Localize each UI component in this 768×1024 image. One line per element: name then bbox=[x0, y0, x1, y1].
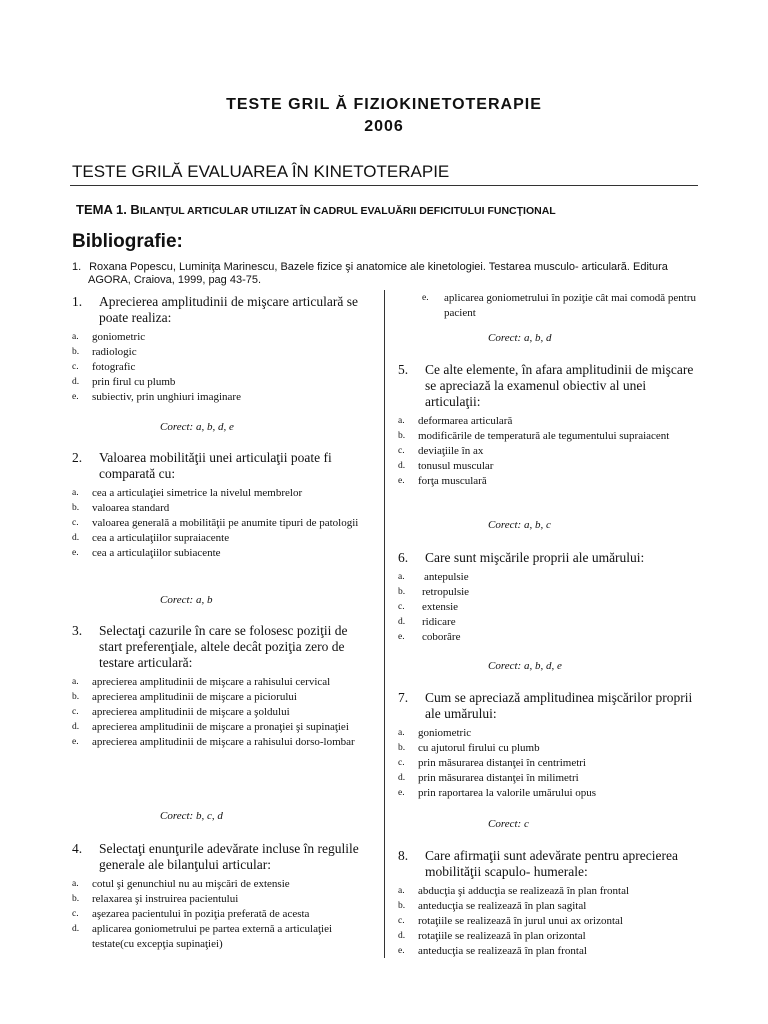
option-letter: e. bbox=[72, 548, 79, 558]
option-letter: b. bbox=[72, 692, 80, 702]
option-letter: a. bbox=[398, 886, 405, 896]
option-letter: e. bbox=[398, 476, 405, 486]
option-item bbox=[72, 922, 372, 952]
option-letter: b. bbox=[398, 431, 406, 441]
option-item bbox=[398, 786, 703, 801]
option-item bbox=[398, 914, 703, 929]
option-letter: c. bbox=[398, 446, 405, 456]
option-item bbox=[72, 390, 372, 405]
option-item bbox=[398, 884, 703, 899]
question-number: 6. bbox=[398, 550, 409, 565]
option-text: aprecierea amplitudinii de mişcare a rahisului cervical bbox=[92, 676, 331, 688]
question-body: Aprecierea amplitudinii de mişcare articulară se poate realiza: bbox=[99, 294, 358, 325]
question-number: 8. bbox=[398, 848, 409, 863]
option-item bbox=[72, 546, 372, 561]
option-letter: d. bbox=[398, 931, 406, 941]
option-text: abducţia şi adducţia se realizează în plan frontal bbox=[418, 885, 630, 897]
question-8 bbox=[398, 848, 703, 959]
option-item bbox=[398, 585, 703, 600]
option-letter: d. bbox=[398, 773, 406, 783]
option-letter: d. bbox=[72, 377, 80, 387]
tema-heading bbox=[76, 202, 556, 217]
question-body: Valoarea mobilităţii unei articulaţii poate fi comparată cu: bbox=[99, 450, 332, 481]
question-body: Ce alte elemente, în afara amplitudinii de mişcare se apreciază la examenul obiectiv al unei articulaţii: bbox=[425, 362, 694, 409]
option-text: coborâre bbox=[422, 631, 461, 643]
option-letter: a. bbox=[398, 728, 405, 738]
question-body: Cum se apreciază amplitudinea mişcărilor proprii ale umărului: bbox=[425, 690, 693, 721]
option-letter: c. bbox=[398, 602, 405, 612]
answer-key: Corect: a, b bbox=[160, 594, 213, 606]
option-item bbox=[398, 741, 703, 756]
option-text: fotografic bbox=[92, 361, 136, 373]
option-list bbox=[72, 675, 372, 750]
option-list bbox=[72, 330, 372, 405]
option-text: prin măsurarea distanţei în milimetri bbox=[418, 772, 579, 784]
question-text bbox=[398, 362, 703, 410]
option-letter: d. bbox=[398, 617, 406, 627]
option-letter: e. bbox=[72, 392, 79, 402]
option-item bbox=[72, 345, 372, 360]
option-text: aprecierea amplitudinii de mişcare a şoldului bbox=[92, 706, 290, 718]
question-text bbox=[72, 623, 372, 671]
answer-key: Corect: c bbox=[488, 818, 529, 830]
option-item bbox=[72, 360, 372, 375]
option-text: relaxarea şi instruirea pacientului bbox=[92, 893, 239, 905]
answer-key: Corect: a, b, d, e bbox=[160, 421, 234, 433]
question-body: Care sunt mişcările proprii ale umărului: bbox=[425, 550, 645, 565]
option-list bbox=[398, 291, 703, 321]
bibliography-item-line1: Roxana Popescu, Luminiţa Marinescu, Bazele fizice şi anatomice ale kinetologiei. Testarea musculo- articulară. Editura bbox=[89, 261, 668, 273]
question-body: Selectaţi cazurile în care se folosesc poziţii de start preferenţiale, altele decât poziţia zero de testare articulară: bbox=[99, 623, 348, 670]
option-text: valoarea generală a mobilităţii pe anumite tipuri de patologii bbox=[92, 517, 359, 529]
question-text bbox=[398, 550, 703, 566]
option-text: aplicarea goniometrului în poziţie cât mai comodă pentru pacient bbox=[444, 292, 696, 319]
option-text: goniometric bbox=[418, 727, 472, 739]
option-list bbox=[398, 570, 703, 645]
question-4-continued bbox=[398, 287, 703, 321]
bibliography-item bbox=[72, 261, 704, 287]
option-item bbox=[398, 429, 703, 444]
option-text: subiectiv, prin unghiuri imaginare bbox=[92, 391, 241, 403]
option-letter: b. bbox=[398, 587, 406, 597]
option-list bbox=[398, 414, 703, 489]
option-letter: a. bbox=[398, 572, 405, 582]
question-text bbox=[398, 848, 703, 880]
option-item bbox=[72, 486, 372, 501]
option-letter: b. bbox=[72, 503, 80, 513]
question-text bbox=[398, 690, 703, 722]
question-text bbox=[72, 841, 372, 873]
option-item bbox=[398, 414, 703, 429]
option-item bbox=[398, 291, 703, 321]
question-5 bbox=[398, 362, 703, 489]
option-item bbox=[398, 771, 703, 786]
question-4 bbox=[72, 841, 372, 952]
section-divider bbox=[70, 185, 698, 186]
option-item bbox=[72, 330, 372, 345]
option-item bbox=[398, 615, 703, 630]
option-text: retropulsie bbox=[422, 586, 470, 598]
option-item bbox=[398, 944, 703, 959]
option-text: tonusul muscular bbox=[418, 460, 494, 472]
option-letter: c. bbox=[72, 909, 79, 919]
option-item bbox=[72, 516, 372, 531]
option-item bbox=[72, 501, 372, 516]
option-text: anteducţia se realizează în plan frontal bbox=[418, 945, 587, 957]
option-text: aprecierea amplitudinii de mişcare a pronaţiei şi supinaţiei bbox=[92, 721, 349, 733]
option-letter: e. bbox=[422, 293, 429, 303]
option-item bbox=[72, 720, 372, 735]
option-item bbox=[398, 570, 703, 585]
option-item bbox=[398, 459, 703, 474]
option-letter: d. bbox=[72, 533, 80, 543]
option-letter: b. bbox=[398, 743, 406, 753]
option-letter: a. bbox=[72, 879, 79, 889]
question-text bbox=[72, 294, 372, 326]
option-text: prin măsurarea distanţei în centrimetri bbox=[418, 757, 586, 769]
option-text: rotaţiile se realizează în jurul unui ax orizontal bbox=[418, 915, 623, 927]
option-text: cotul şi genunchiul nu au mişcări de extensie bbox=[92, 878, 290, 890]
option-letter: d. bbox=[398, 461, 406, 471]
question-number: 2. bbox=[72, 450, 83, 465]
option-text: extensie bbox=[422, 601, 459, 613]
option-list bbox=[398, 884, 703, 959]
option-text: aplicarea goniometrului pe partea externă a articulaţiei testate(cu excepţia supinaţiei) bbox=[92, 923, 333, 950]
document-year: 2006 bbox=[364, 118, 404, 135]
question-2 bbox=[72, 450, 372, 561]
option-text: rotaţiile se realizează în plan orizontal bbox=[418, 930, 586, 942]
option-letter: a. bbox=[72, 677, 79, 687]
option-item bbox=[72, 735, 372, 750]
option-item bbox=[72, 892, 372, 907]
option-text: valoarea standard bbox=[92, 502, 170, 514]
option-text: cu ajutorul firului cu plumb bbox=[418, 742, 540, 754]
section-title: TESTE GRILĂ EVALUAREA ÎN KINETOTERAPIE bbox=[72, 162, 450, 181]
question-6 bbox=[398, 550, 703, 645]
question-7 bbox=[398, 690, 703, 801]
option-letter: a. bbox=[398, 416, 405, 426]
option-item bbox=[398, 756, 703, 771]
tema-rest: ILANŢUL ARTICULAR UTILIZAT ÎN CADRUL EVALUĂRII DEFICITULUI FUNCŢIONAL bbox=[139, 205, 556, 217]
option-text: cea a articulaţiilor subiacente bbox=[92, 547, 221, 559]
option-text: antepulsie bbox=[424, 571, 469, 583]
bibliography-item-line2: AGORA, Craiova, 1999, pag 43-75. bbox=[88, 274, 262, 286]
option-letter: c. bbox=[398, 758, 405, 768]
option-item bbox=[72, 907, 372, 922]
question-body: Selectaţi enunţurile adevărate incluse în regulile generale ale bilanţului articular: bbox=[99, 841, 359, 872]
option-letter: b. bbox=[72, 894, 80, 904]
question-number: 5. bbox=[398, 362, 409, 377]
column-divider bbox=[384, 290, 385, 958]
option-item bbox=[398, 474, 703, 489]
option-text: aprecierea amplitudinii de mişcare a piciorului bbox=[92, 691, 297, 703]
question-body: Care afirmaţii sunt adevărate pentru aprecierea mobilităţii scapulo- humerale: bbox=[425, 848, 678, 879]
option-item bbox=[398, 726, 703, 741]
option-letter: a. bbox=[72, 488, 79, 498]
option-list bbox=[72, 486, 372, 561]
option-letter: e. bbox=[398, 788, 405, 798]
option-text: cea a articulaţiei simetrice la nivelul membrelor bbox=[92, 487, 303, 499]
question-number: 1. bbox=[72, 294, 83, 309]
option-letter: c. bbox=[72, 362, 79, 372]
option-text: anteducţia se realizează în plan sagital bbox=[418, 900, 587, 912]
option-letter: a. bbox=[72, 332, 79, 342]
answer-key: Corect: a, b, d, e bbox=[488, 660, 562, 672]
option-text: deformarea articulară bbox=[418, 415, 513, 427]
option-item bbox=[398, 444, 703, 459]
option-item bbox=[72, 690, 372, 705]
option-item bbox=[72, 877, 372, 892]
option-letter: e. bbox=[72, 737, 79, 747]
option-item bbox=[398, 630, 703, 645]
option-letter: b. bbox=[398, 901, 406, 911]
option-text: modificările de temperatură ale tegumentului supraiacent bbox=[418, 430, 670, 442]
option-list bbox=[72, 877, 372, 952]
tema-prefix: TEMA 1. B bbox=[76, 202, 140, 217]
option-item bbox=[72, 675, 372, 690]
option-item bbox=[398, 600, 703, 615]
question-3 bbox=[72, 623, 372, 750]
question-text bbox=[72, 450, 372, 482]
option-list bbox=[398, 726, 703, 801]
bibliography-heading: Bibliografie: bbox=[72, 231, 183, 252]
option-item bbox=[72, 531, 372, 546]
option-letter: c. bbox=[398, 916, 405, 926]
option-text: ridicare bbox=[422, 616, 456, 628]
option-item bbox=[72, 375, 372, 390]
option-letter: e. bbox=[398, 946, 405, 956]
option-text: forţa musculară bbox=[418, 475, 487, 487]
question-number: 7. bbox=[398, 690, 409, 705]
option-letter: c. bbox=[72, 707, 79, 717]
option-letter: d. bbox=[72, 924, 80, 934]
option-letter: b. bbox=[72, 347, 80, 357]
option-item bbox=[398, 899, 703, 914]
option-letter: e. bbox=[398, 632, 405, 642]
option-item bbox=[398, 929, 703, 944]
answer-key: Corect: b, c, d bbox=[160, 810, 223, 822]
option-text: aprecierea amplitudinii de mişcare a rahisului dorso-lombar bbox=[92, 736, 355, 748]
option-letter: d. bbox=[72, 722, 80, 732]
option-text: prin firul cu plumb bbox=[92, 376, 176, 388]
option-text: aşezarea pacientului în poziţia preferată de acesta bbox=[92, 908, 310, 920]
option-text: radiologic bbox=[92, 346, 137, 358]
question-1 bbox=[72, 294, 372, 405]
option-text: prin raportarea la valorile umărului opus bbox=[418, 787, 597, 799]
answer-key: Corect: a, b, c bbox=[488, 519, 551, 531]
option-text: deviaţiile în ax bbox=[418, 445, 484, 457]
option-text: cea a articulaţiilor supraiacente bbox=[92, 532, 230, 544]
option-text: goniometric bbox=[92, 331, 146, 343]
bibliography-item-number: 1. bbox=[72, 261, 82, 273]
document-title: TESTE GRIL Ă FIZIOKINETOTERAPIE bbox=[226, 96, 542, 113]
option-item bbox=[72, 705, 372, 720]
question-number: 3. bbox=[72, 623, 83, 638]
question-number: 4. bbox=[72, 841, 83, 856]
option-letter: c. bbox=[72, 518, 79, 528]
answer-key: Corect: a, b, d bbox=[488, 332, 552, 344]
